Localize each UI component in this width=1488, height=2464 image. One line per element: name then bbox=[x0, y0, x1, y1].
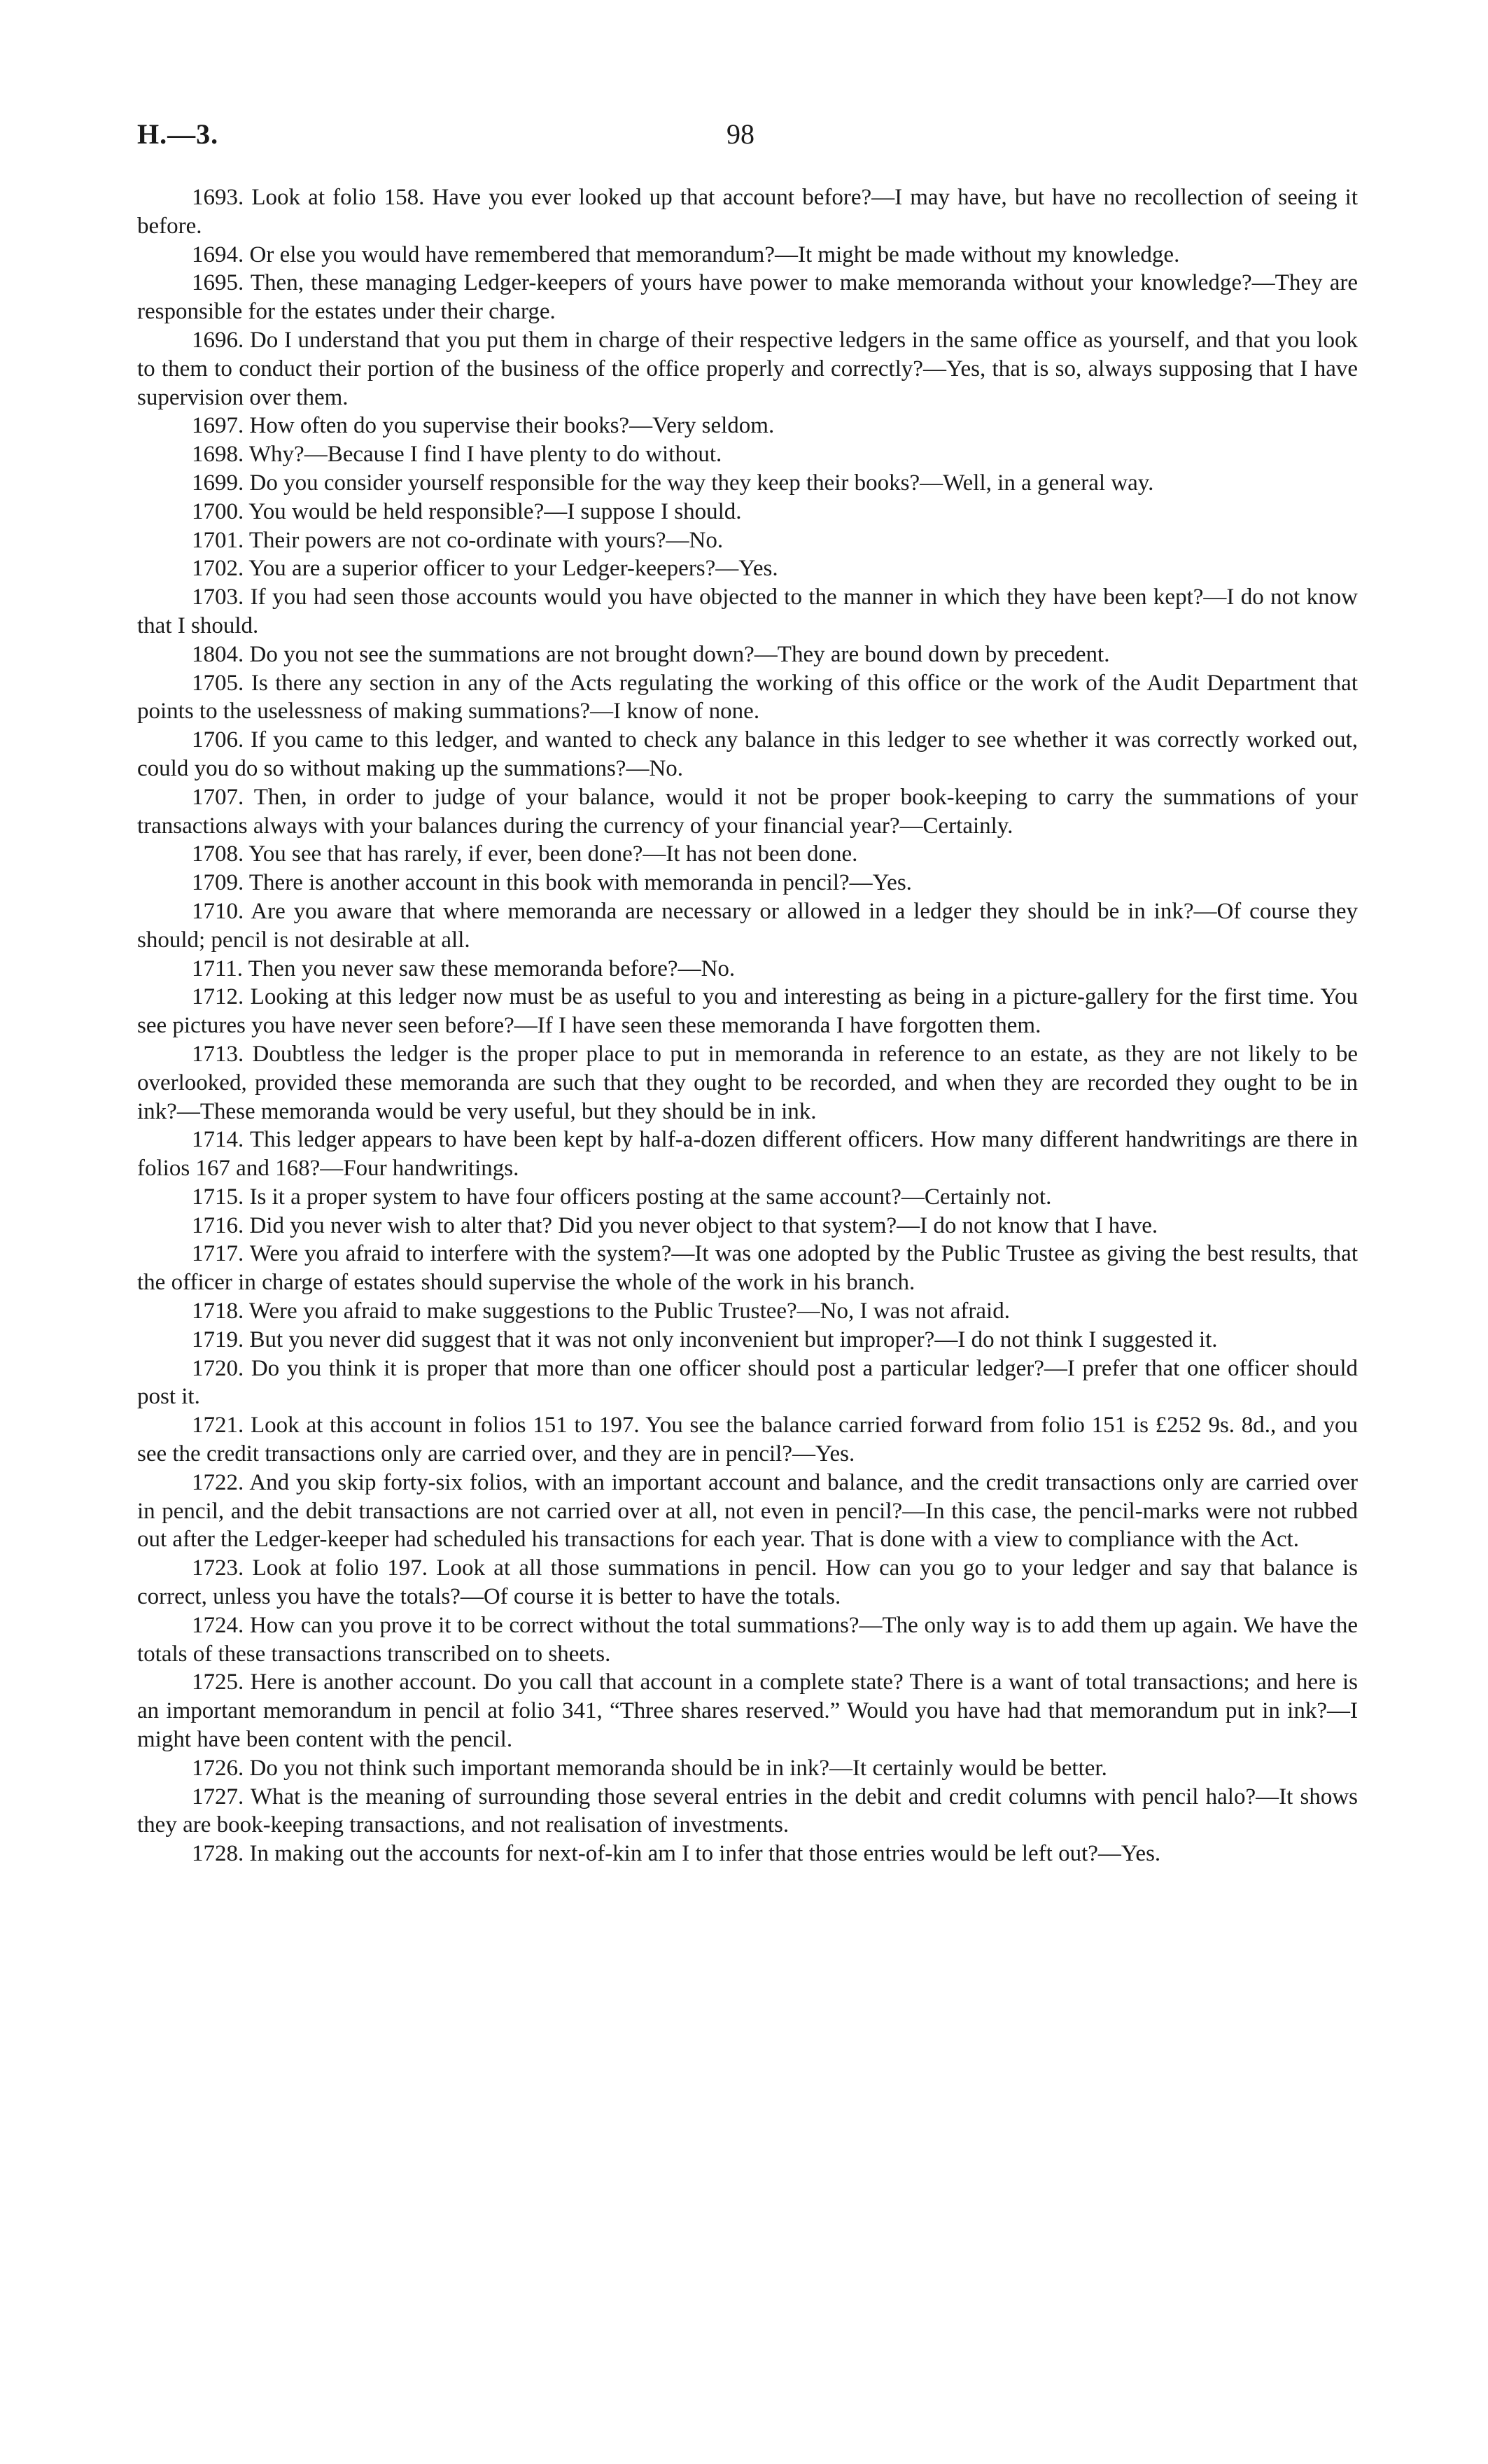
question-answer-1697: 1697. How often do you supervise their books?—Very seldom. bbox=[192, 413, 775, 439]
question-answer-1718: 1718. Were you afraid to make suggestions to the Public Trustee?—No, I was not afraid. bbox=[192, 1298, 1010, 1324]
question-answer-1696: 1696. Do I understand that you put them in charge of their respective ledgers in the same office as yourself, and that you look to them to conduct their portion of the business of the office properly and correctly?—Yes, that is so, always supposing that I have supervision over them. bbox=[137, 327, 1358, 410]
question-answer-1698: 1698. Why?—Because I find I have plenty to do without. bbox=[192, 442, 722, 468]
page-header bbox=[137, 118, 1358, 160]
question-answer-1720: 1720. Do you think it is proper that more than one officer should post a particular ledger?—I prefer that one officer should post it. bbox=[137, 1355, 1358, 1410]
document-body bbox=[137, 183, 1358, 1868]
question-answer-1728: 1728. In making out the accounts for next-of-kin am I to infer that those entries would be left out?—Yes. bbox=[192, 1841, 1161, 1867]
question-answer-1700: 1700. You would be held responsible?—I suppose I should. bbox=[192, 498, 742, 524]
question-answer-1695: 1695. Then, these managing Ledger-keepers of yours have power to make memoranda without your knowledge?—They are responsible for the estates under their charge. bbox=[137, 270, 1358, 325]
question-answer-1706: 1706. If you came to this ledger, and wanted to check any balance in this ledger to see whether it was correctly worked out, could you do so without making up the summations?—No. bbox=[137, 727, 1358, 781]
question-answer-1727: 1727. What is the meaning of surrounding those several entries in the debit and credit columns with pencil halo?—It shows they are book-keeping transactions, and not realisation of investments. bbox=[137, 1784, 1358, 1838]
question-answer-1726: 1726. Do you not think such important memoranda should be in ink?—It certainly would be better. bbox=[192, 1755, 1107, 1781]
question-answer-1707: 1707. Then, in order to judge of your balance, would it not be proper book-keeping to carry the summations of your transactions always with your balances during the currency of your financial year?—Certainly. bbox=[137, 784, 1358, 839]
question-answer-1721: 1721. Look at this account in folios 151 to 197. You see the balance carried forward from folio 151 is £252 9s. 8d., and you see the credit transactions only are carried over, and they are in pencil?—Yes. bbox=[137, 1413, 1358, 1467]
page-number: 98 bbox=[727, 118, 754, 150]
question-answer-1713: 1713. Doubtless the ledger is the proper place to put in memoranda in reference to an estate, as they are not likely to be overlooked, provided these memoranda are such that they ought to be recorded, and when they are recorded they ought to be in ink?—These memoranda would be very useful, but they should be in ink. bbox=[137, 1041, 1358, 1124]
question-answer-1703: 1703. If you had seen those accounts would you have objected to the manner in which they have been kept?—I do not know that I should. bbox=[137, 584, 1358, 638]
question-answer-1702: 1702. You are a superior officer to your Ledger-keepers?—Yes. bbox=[192, 556, 778, 582]
document-code: H.—3. bbox=[137, 118, 219, 150]
question-answer-1723: 1723. Look at folio 197. Look at all those summations in pencil. How can you go to your ledger and say that balance is correct, unless you have the totals?—Of course it is better to have the totals. bbox=[137, 1555, 1358, 1610]
question-answer-1701: 1701. Their powers are not co-ordinate with yours?—No. bbox=[192, 527, 724, 553]
question-answer-1714: 1714. This ledger appears to have been kept by half-a-dozen different officers. How many different handwritings are there in folios 167 and 168?—Four handwritings. bbox=[137, 1127, 1358, 1182]
question-answer-1719: 1719. But you never did suggest that it was not only inconvenient but improper?—I do not think I suggested it. bbox=[192, 1326, 1218, 1352]
question-answer-1710: 1710. Are you aware that where memoranda are necessary or allowed in a ledger they should be in ink?—Of course they should; pencil is not desirable at all. bbox=[137, 898, 1358, 953]
question-answer-1705: 1705. Is there any section in any of the Acts regulating the working of this office or the work of the Audit Department that points to the uselessness of making summations?—I know of none. bbox=[137, 670, 1358, 724]
question-answer-1709: 1709. There is another account in this book with memoranda in pencil?—Yes. bbox=[192, 870, 912, 896]
question-answer-1708: 1708. You see that has rarely, if ever, been done?—It has not been done. bbox=[192, 841, 858, 867]
question-answer-1711: 1711. Then you never saw these memoranda before?—No. bbox=[192, 955, 736, 981]
question-answer-1804: 1804. Do you not see the summations are not brought down?—They are bound down by precedent. bbox=[192, 641, 1110, 667]
question-answer-1716: 1716. Did you never wish to alter that? Did you never object to that system?—I do not know that I have. bbox=[192, 1212, 1158, 1238]
question-answer-1693: 1693. Look at folio 158. Have you ever looked up that account before?—I may have, but have no recollection of seeing it before. bbox=[137, 185, 1358, 239]
question-answer-1694: 1694. Or else you would have remembered that memorandum?—It might be made without my knowledge. bbox=[192, 241, 1180, 267]
question-answer-1722: 1722. And you skip forty-six folios, with an important account and balance, and the credit transactions only are carried over in pencil, and the debit transactions are not carried over at all, not even in pencil?—In this case, the pencil-marks were not rubbed out after the Ledger-keeper had scheduled his transactions for each year. That is done with a view to compliance with the Act. bbox=[137, 1469, 1358, 1553]
question-answer-1724: 1724. How can you prove it to be correct without the total summations?—The only way is to add them up again. We have the totals of these transactions transcribed on to sheets. bbox=[137, 1612, 1358, 1667]
question-answer-1725: 1725. Here is another account. Do you call that account in a complete state? There is a want of total transactions; and here is an important memorandum in pencil at folio 341, “Three shares reserved.” Would you have had that memorandum put in ink?—I might have been content with the pencil. bbox=[137, 1670, 1358, 1753]
question-answer-1717: 1717. Were you afraid to interfere with the system?—It was one adopted by the Public Trustee as giving the best results, that the officer in charge of estates should supervise the whole of the work in his branch. bbox=[137, 1241, 1358, 1296]
question-answer-1712: 1712. Looking at this ledger now must be as useful to you and interesting as being in a picture-gallery for the first time. You see pictures you have never seen before?—If I have seen these memoranda I have forgotten them. bbox=[137, 984, 1358, 1039]
question-answer-1699: 1699. Do you consider yourself responsible for the way they keep their books?—Well, in a general way. bbox=[192, 470, 1154, 496]
question-answer-1715: 1715. Is it a proper system to have four officers posting at the same account?—Certainly not. bbox=[192, 1184, 1052, 1210]
